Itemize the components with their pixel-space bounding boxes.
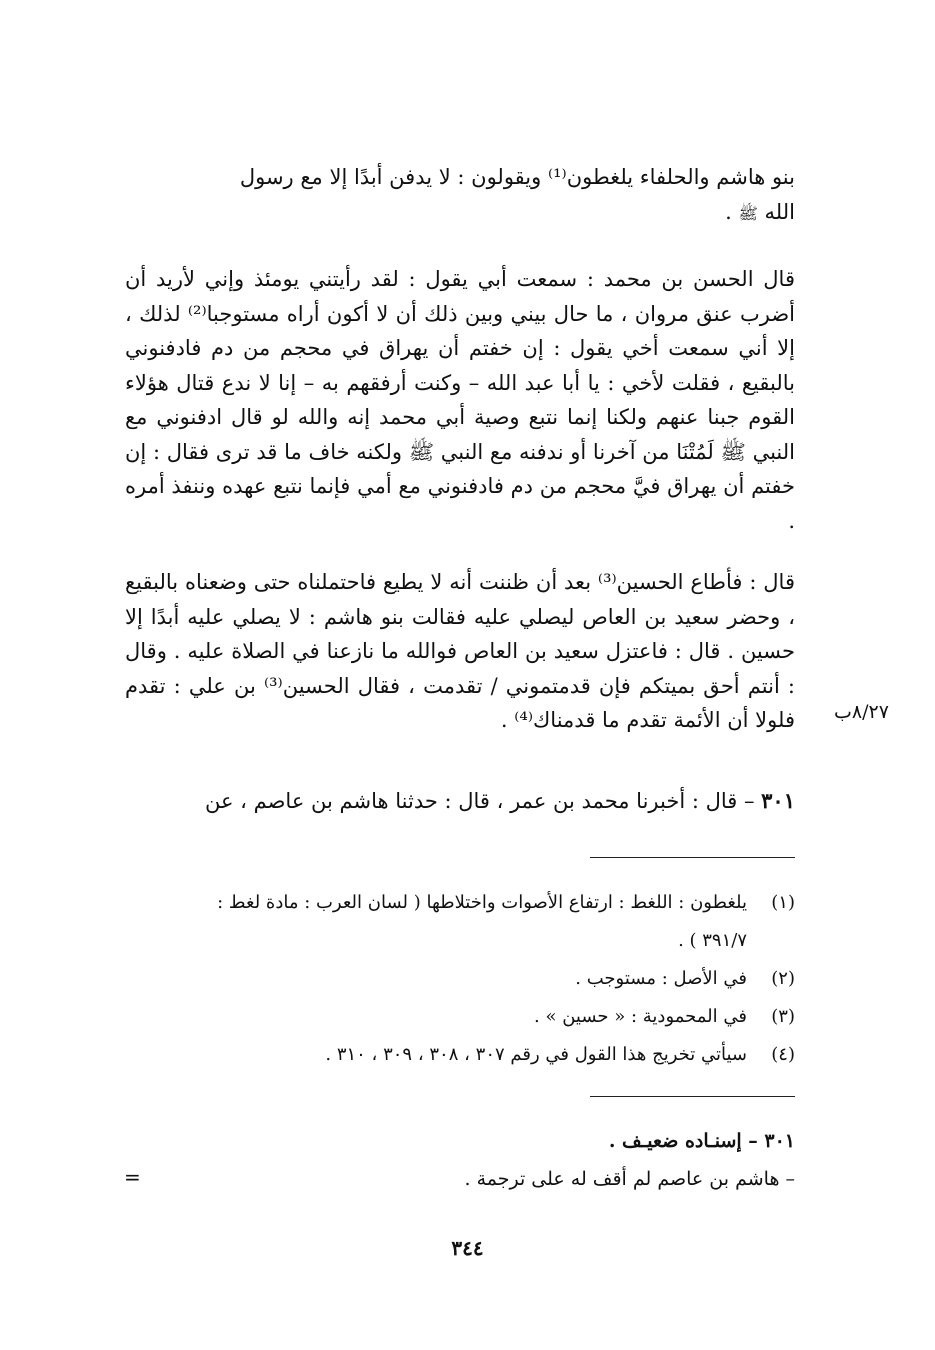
footnote-number: (٣) xyxy=(771,1006,795,1027)
continuation-mark: = xyxy=(124,1165,141,1189)
footnote-3 xyxy=(125,998,795,1036)
footnote-number: (٤) xyxy=(771,1044,795,1065)
footnote-number: (٢) xyxy=(771,968,795,989)
footnote-number: (١) xyxy=(771,892,795,913)
footnote-text: في الأصل : مستوجب . xyxy=(575,968,747,989)
footnote-divider xyxy=(590,857,795,858)
footnote-text: يلغطون : اللغط : ارتفاع الأصوات واختلاطها ( لسان العرب : مادة لغط : xyxy=(217,892,747,913)
paragraph-3-text: قال : فأطاع الحسين⁽³⁾ بعد أن ظننت أنه لا يطيع فاحتملناه حتى وضعناه بالبقيع ، وحضر سعيد بن العاص ليصلي عليه فقالت بنو هاشم : لا يصلي عليه أبدًا إلا حسين . قال : فاعتزل سعيد بن العاص فوالله ما نازعنا في الصلاة عليه . وقال : أنتم أحق بميتكم فإن قدمتموني / تقدمت ، فقال الحسين⁽³⁾ بن علي : تقدم فلولا أن الأئمة تقدم ما قدمناك⁽⁴⁾ . xyxy=(125,570,795,732)
footnote-2 xyxy=(125,960,795,998)
page-number: ٣٤٤ xyxy=(451,1236,484,1260)
manuscript-folio-note: ٨/٢٧ب xyxy=(834,701,889,723)
footnote-continuation: ٣٩١/٧ ) . xyxy=(678,930,747,951)
grading-title: ٣٠١ – إسنـاده ضعيـف . xyxy=(608,1130,795,1152)
isnad-grading xyxy=(125,1122,795,1198)
paragraph-2-text: قال الحسن بن محمد : سمعت أبي يقول : لقد رأيتني يومئذ وإني لأريد أن أضرب عنق مروان ، ما حال بيني وبين ذلك أن لا أكون أراه مستوجبا⁽²⁾ لذلك ، إلا أني سمعت أخي يقول : إن خفتم أن يهراق في محجم من دم فادفنوني بالبقيع ، فقلت لأخي : يا أبا عبد الله – وكنت أرفقهم به – إنا لا ندع قتال هؤلاء القوم جبنا عنهم ولكنا إنما نتبع وصية أبي محمد إنه والله لو قال ادفنوني مع النبي ﷺ لَمُتْنَا من آخرنا أو ندفنه مع النبي ﷺ ولكنه خاف ما قد ترى فقال : إن خفتم أن يهراق فيَّ محجم من دم فادفنوني مع أمي فإنما نتبع عهده وننفذ أمره . xyxy=(125,267,795,533)
paragraph-1-end: . xyxy=(725,199,739,224)
paragraph-1-text: بنو هاشم والحلفاء يلغطون⁽¹⁾ ويقولون : لا يدفن أبدًا إلا مع رسول xyxy=(239,165,795,189)
grading-note: – هاشم بن عاصم لم أقف له على ترجمة . xyxy=(464,1168,795,1190)
paragraph-1 xyxy=(125,160,795,231)
footnotes xyxy=(125,884,795,1074)
paragraph-4-text: – قال : أخبرنا محمد بن عمر ، قال : حدثنا هاشم بن عاصم ، عن xyxy=(204,789,755,813)
grading-divider xyxy=(590,1096,795,1097)
paragraph-1-continuation: الله xyxy=(764,199,795,224)
hadith-number: ٣٠١ xyxy=(761,788,795,813)
footnote-text: في المحمودية : « حسين » . xyxy=(534,1006,747,1027)
paragraph-3 xyxy=(125,565,795,738)
footnote-1 xyxy=(125,884,795,960)
paragraph-4 xyxy=(125,784,795,819)
salawat-honorific: ﷺ xyxy=(738,203,758,223)
paragraph-2 xyxy=(125,262,795,538)
footnote-4 xyxy=(125,1036,795,1074)
footnote-text: سيأتي تخريج هذا القول في رقم ٣٠٧ ، ٣٠٨ ، ٣٠٩ ، ٣١٠ . xyxy=(325,1044,747,1065)
